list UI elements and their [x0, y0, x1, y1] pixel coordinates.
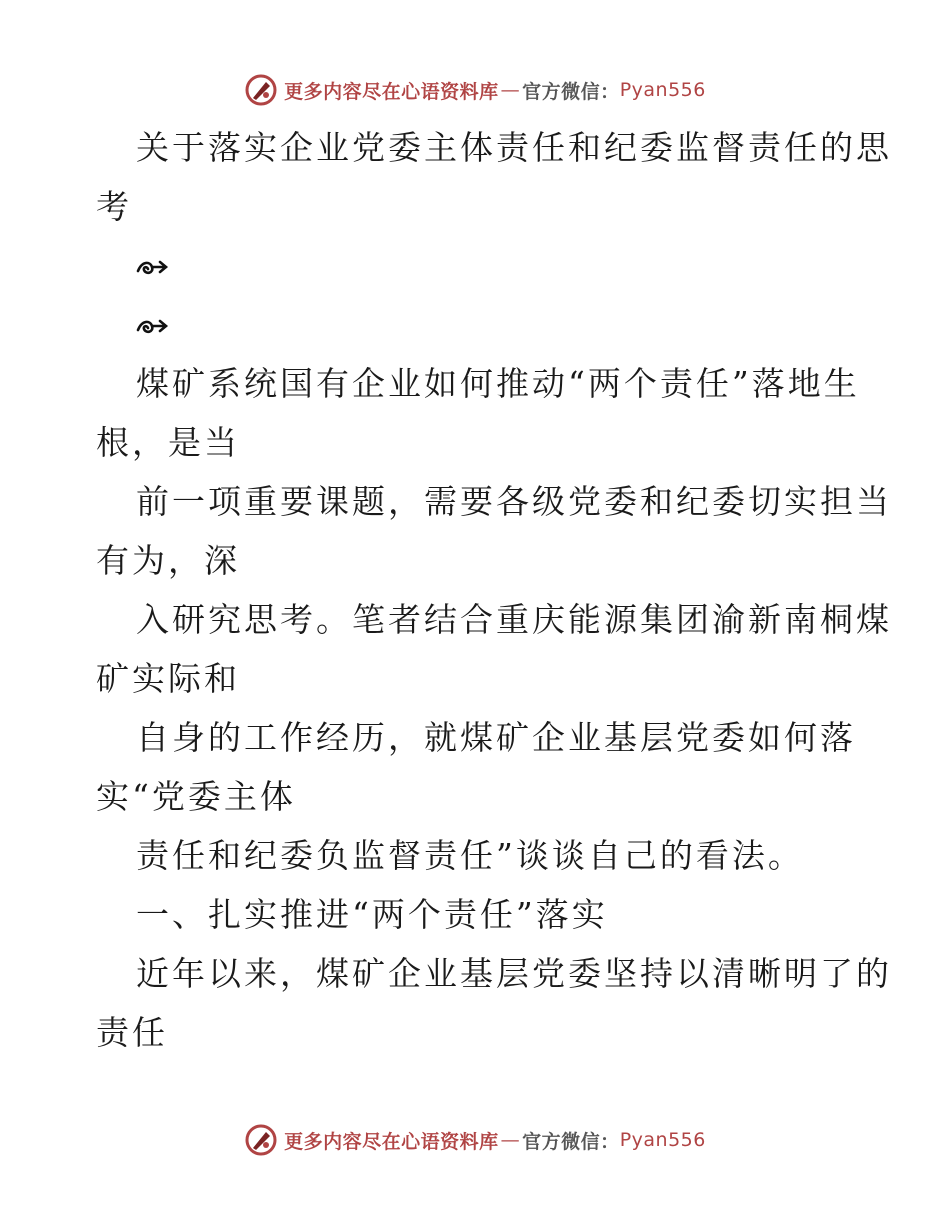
doc-title-line-1: 关于落实企业党委主体责任和纪委监督责任的思	[136, 128, 892, 167]
watermark-label: 官方微信：	[522, 80, 620, 103]
paragraph-line: 前一项重要课题，需要各级党委和纪委切实担当	[136, 482, 892, 521]
watermark-label: 官方微信：	[522, 1130, 620, 1153]
section-heading: 一、扎实推进“两个责任”落实	[136, 895, 608, 934]
ornament-row-2	[96, 295, 856, 354]
watermark-id: Pyan556	[619, 79, 706, 101]
pen-nib-circle-icon	[244, 73, 278, 107]
header-watermark	[0, 70, 950, 110]
watermark-id: Pyan556	[619, 1129, 706, 1151]
paragraph-line: 有为，深	[96, 541, 240, 580]
fleuron-icon	[136, 316, 170, 338]
paragraph-line: 责任	[96, 1013, 168, 1052]
paragraph-line: 入研究思考。笔者结合重庆能源集团渝新南桐煤	[136, 600, 892, 639]
doc-title-line-2: 考	[96, 187, 132, 226]
ornament-row-1	[96, 236, 856, 295]
footer-watermark	[0, 1120, 950, 1160]
watermark-dash: —	[500, 79, 521, 101]
pen-nib-circle-icon	[244, 1123, 278, 1157]
watermark-brand: 更多内容尽在心语资料库	[284, 80, 499, 103]
watermark-brand: 更多内容尽在心语资料库	[284, 1130, 499, 1153]
paragraph-line: 近年以来，煤矿企业基层党委坚持以清晰明了的	[136, 954, 892, 993]
fleuron-icon	[136, 257, 170, 279]
paragraph-line: 根，是当	[96, 423, 240, 462]
document-body	[96, 118, 892, 1062]
paragraph-line: 矿实际和	[96, 659, 240, 698]
paragraph-line: 煤矿系统国有企业如何推动“两个责任”落地生	[136, 364, 860, 403]
paragraph-line: 责任和纪委负监督责任”谈谈自己的看法。	[136, 836, 804, 875]
watermark-dash: —	[500, 1129, 521, 1151]
paragraph-line: 自身的工作经历，就煤矿企业基层党委如何落	[136, 718, 856, 757]
paragraph-line: 实“党委主体	[96, 777, 296, 816]
